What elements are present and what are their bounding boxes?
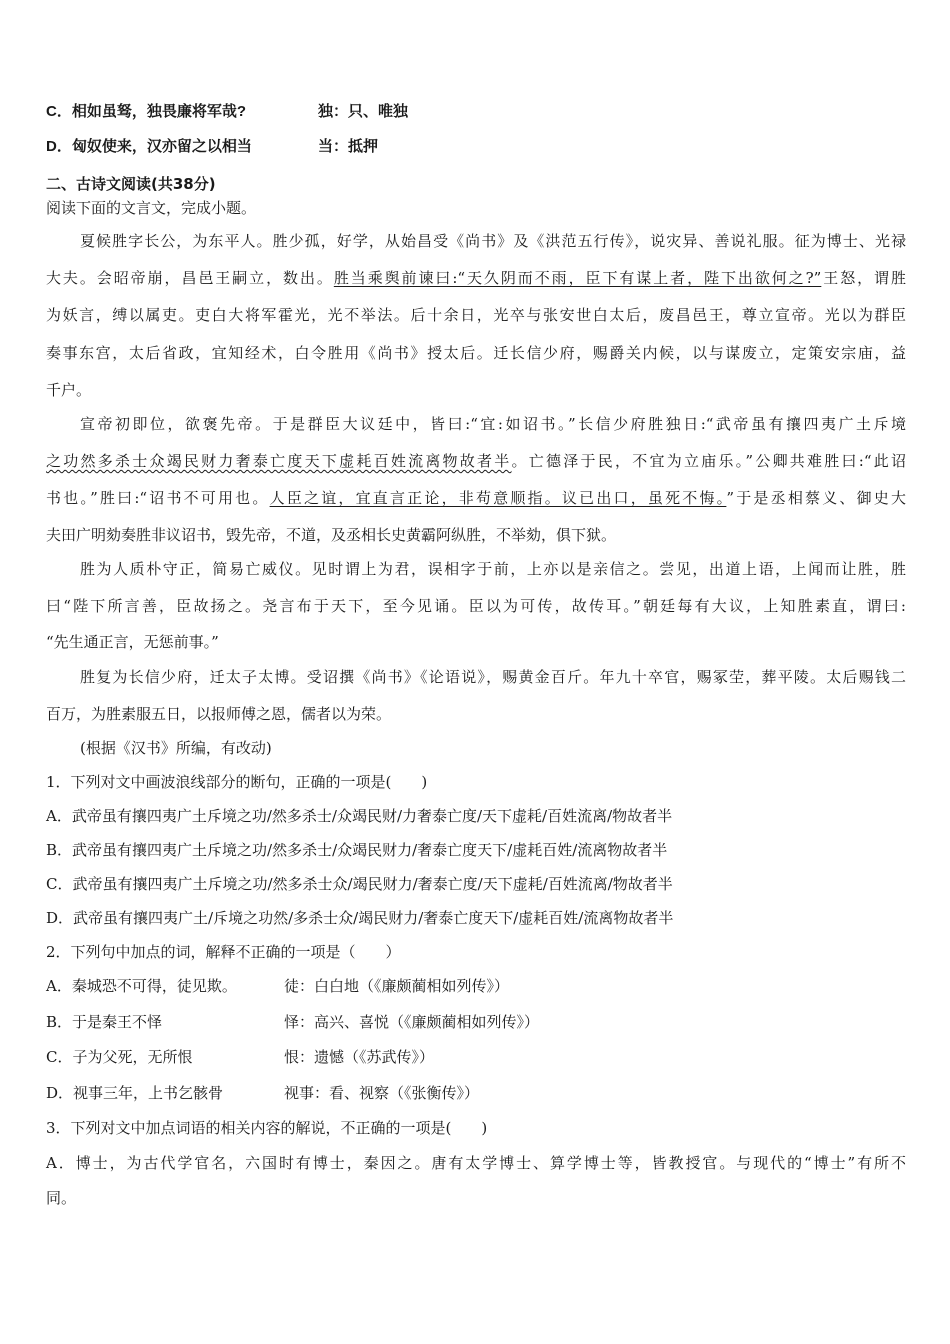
q2-option-a[interactable]: A．秦城恐不可得，徒见欺。 徒：白白地（《廉颇蔺相如列传》） bbox=[46, 977, 510, 995]
passage-line: 夏候胜字长公，为东平人。胜少孤，好学，从始昌受《尚书》及《洪范五行传》，说灾异、善说礼服。征为博士、光禄 bbox=[80, 232, 906, 250]
passage-line: 百万，为胜素服五日，以报师傅之恩，儒者以为荣。 bbox=[46, 705, 392, 723]
passage-line: “先生通正言，无惩前事。” bbox=[46, 633, 219, 651]
q3-stem: 3．下列对文中加点词语的相关内容的解说，不正确的一项是( ) bbox=[46, 1119, 488, 1137]
q1-option-c[interactable]: C．武帝虽有攘四夷广土斥境之功/然多杀士众/竭民财力/奢泰亡度/天下虚耗/百姓流离/物故者半 bbox=[46, 875, 673, 893]
passage-source: (根据《汉书》所编，有改动) bbox=[80, 739, 272, 757]
passage-line: 曰“陛下所言善，臣故扬之。尧言布于天下，至今见诵。臣以为可传，故传耳。”朝廷每有大议，上知胜素直，谓曰: bbox=[46, 597, 906, 615]
q3-option-a-cont: 同。 bbox=[46, 1189, 77, 1207]
passage-line: 宣帝初即位，欲褒先帝。于是群臣大议廷中，皆曰:“宜:如诏书。”长信少府胜独日:“武帝虽有攘四夷广土斥境 bbox=[80, 415, 906, 433]
prev-option-c: C．相如虽驽，独畏廉将军哉? 独：只、唯独 bbox=[46, 103, 409, 120]
section-title: 二、古诗文阅读(共38分) bbox=[46, 175, 216, 193]
section-instruction: 阅读下面的文言文，完成小题。 bbox=[46, 199, 257, 217]
prev-option-d: D．匈奴使来，汉亦留之以相当 当：抵押 bbox=[46, 138, 379, 155]
q1-option-b[interactable]: B．武帝虽有攘四夷广土斥境之功/然多杀士/众竭民财力/奢泰亡度天下/虚耗百姓/流离物故者半 bbox=[46, 841, 668, 859]
q2-stem: 2．下列句中加点的词，解释不正确的一项是（ ） bbox=[46, 943, 401, 961]
wavy-underlined-sentence: 之功然多杀士众竭民财力奢泰亡度天下虚耗百姓流离物故者半 bbox=[46, 452, 512, 470]
passage-line: 大夫。会昭帝崩，昌邑王嗣立，数出。胜当乘舆前谏曰:“天久阴而不雨，臣下有谋上者，陛下出欲何之?”王怒，谓胜 bbox=[46, 269, 906, 287]
q2-option-c[interactable]: C．子为父死，无所恨 恨：遗憾（《苏武传》） bbox=[46, 1048, 435, 1066]
passage-line: 之功然多杀士众竭民财力奢泰亡度天下虚耗百姓流离物故者半。亡德泽于民，不宜为立庙乐。”公卿共难胜曰:“此诏 bbox=[46, 452, 906, 470]
q3-option-a[interactable]: A．博士，为古代学官名，六国时有博士，秦因之。唐有太学博士、算学博士等，皆教授官。与现代的“博士”有所不 bbox=[46, 1154, 906, 1172]
q2-option-d[interactable]: D．视事三年，上书乞骸骨 视事：看、视察（《张衡传》） bbox=[46, 1084, 480, 1102]
passage-line: 胜为人质朴守正，简易亡威仪。见时谓上为君，误相字于前，上亦以是亲信之。尝见，出道上语，上闻而让胜，胜 bbox=[80, 560, 906, 578]
passage-line: 为妖言，缚以属吏。吏白大将军霍光，光不举法。后十余日，光卒与张安世白太后，废昌邑王，尊立宣帝。光以为群臣 bbox=[46, 306, 906, 324]
passage-line: 书也。”胜曰:“诏书不可用也。人臣之谊，宜直言正论，非苟意顺指。议已出口，虽死不悔。”于是丞相蔡义、御史大 bbox=[46, 489, 906, 507]
q1-option-a[interactable]: A．武帝虽有攘四夷广土斥境之功/然多杀士/众竭民财/力奢泰亡度/天下虚耗/百姓流离/物故者半 bbox=[46, 807, 673, 825]
passage-line: 千户。 bbox=[46, 381, 92, 399]
q1-option-d[interactable]: D．武帝虽有攘四夷广土/斥境之功然/多杀士众/竭民财力/奢泰亡度天下/虚耗百姓/流离物故者半 bbox=[46, 909, 674, 927]
q1-stem: 1．下列对文中画波浪线部分的断句，正确的一项是( ) bbox=[46, 773, 428, 791]
q2-option-b[interactable]: B．于是秦王不怿 怿：高兴、喜悦（《廉颇蔺相如列传》） bbox=[46, 1013, 540, 1031]
underlined-sentence: 胜当乘舆前谏曰:“天久阴而不雨，臣下有谋上者，陛下出欲何之?” bbox=[333, 269, 822, 287]
underlined-sentence: 人臣之谊，宜直言正论，非苟意顺指。议已出口，虽死不悔。 bbox=[269, 489, 727, 507]
passage-line: 奏事东宫，太后省政，宜知经术，白令胜用《尚书》授太后。迁长信少府，赐爵关内候，以与谋废立，定策安宗庙，益 bbox=[46, 344, 906, 362]
passage-line: 夫田广明劾奏胜非议诏书，毁先帝，不道，及丞相长史黄霸阿纵胜，不举劾，俱下狱。 bbox=[46, 526, 617, 544]
passage-line: 胜复为长信少府，迁太子太博。受诏撰《尚书》《论语说》，赐黄金百斤。年九十卒官，赐冢茔，葬平陵。太后赐钱二 bbox=[80, 668, 906, 686]
